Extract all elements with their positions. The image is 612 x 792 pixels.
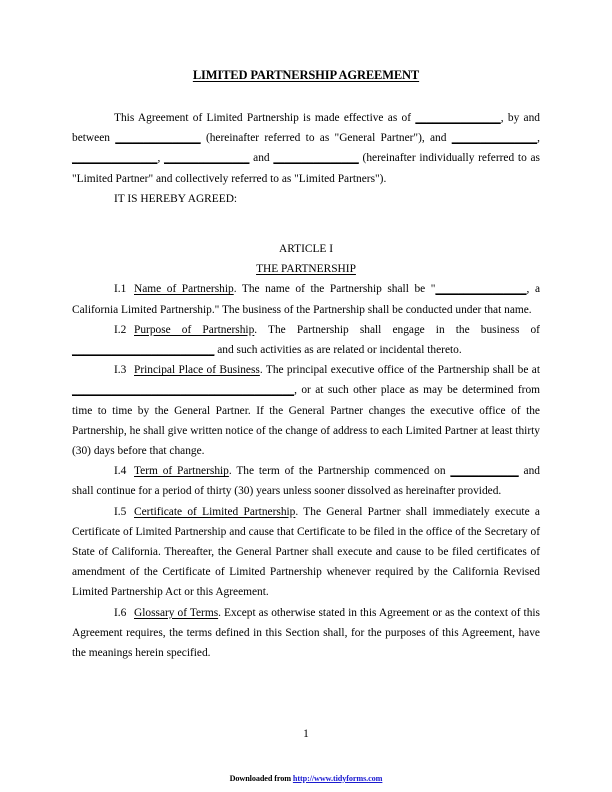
- document-title: LIMITED PARTNERSHIP AGREEMENT: [192, 68, 420, 82]
- watermark-label: Downloaded from: [229, 774, 293, 783]
- section-number-1-1: I.1: [114, 283, 127, 296]
- section-title-1-4: Term of Partnership: [134, 465, 229, 478]
- section-number-1-5: I.5: [114, 505, 127, 518]
- section-title-1-3: Principal Place of Business: [134, 364, 260, 377]
- limited-partner-blank-3[interactable]: _______________: [164, 152, 250, 165]
- section-number-1-4: I.4: [114, 465, 127, 478]
- limited-partner-blank-4[interactable]: _______________: [273, 152, 359, 165]
- agreed-line: IT IS HEREBY AGREED:: [114, 192, 238, 205]
- section-text-1-1-b: , a California Limited Partnership." The business of the Partnership shall be conducted under that name.: [72, 283, 540, 316]
- section-text-1-2-b: and such activities as are related or incidental thereto.: [214, 344, 462, 357]
- effective-date-blank[interactable]: _______________: [415, 112, 501, 124]
- principal-office-blank[interactable]: _______________________________________: [72, 384, 295, 397]
- preamble-paragraph: [72, 108, 540, 189]
- section-1-6: [72, 603, 540, 664]
- article-subtitle: THE PARTNERSHIP: [256, 263, 356, 276]
- preamble-text-5: ,: [157, 152, 165, 165]
- preamble-text-2: , by and between: [72, 112, 540, 145]
- section-1-1: [72, 279, 540, 319]
- partnership-name-blank[interactable]: ________________: [435, 283, 527, 296]
- article-number: ARTICLE I: [278, 243, 334, 256]
- limited-partner-blank-2[interactable]: _______________: [72, 152, 158, 165]
- section-text-1-1-a: . The name of the Partnership shall be ": [233, 283, 436, 296]
- watermark-url-link[interactable]: http://www.tidyforms.com: [292, 774, 383, 783]
- section-title-1-1: Name of Partnership: [134, 283, 234, 296]
- purpose-business-blank[interactable]: _________________________: [72, 344, 215, 357]
- footer-watermark: [0, 774, 612, 783]
- section-text-1-4-b: and shall continue for a period of thirty (30) years unless sooner dissolved as hereinafter provided.: [72, 465, 541, 498]
- section-number-1-6: I.6: [114, 606, 127, 619]
- preamble-text-1: This Agreement of Limited Partnership is made effective as of: [114, 112, 416, 124]
- section-1-3: [72, 360, 540, 461]
- section-1-2: [72, 320, 540, 360]
- commencement-date-blank[interactable]: ____________: [450, 465, 519, 478]
- section-title-1-6: Glossary of Terms: [134, 606, 219, 619]
- section-text-1-4-a: . The term of the Partnership commenced on: [228, 465, 451, 478]
- preamble-text-7: (hereinafter individually referred to as "Limited Partner" and collectively referred to as "Limited Partners").: [72, 152, 540, 185]
- section-number-1-2: I.2: [114, 323, 127, 336]
- section-text-1-2-a: . The Partnership shall engage in the business of: [254, 323, 540, 336]
- section-title-1-2: Purpose of Partnership: [134, 323, 255, 336]
- heading-spacer: [72, 209, 540, 239]
- section-1-4: [72, 461, 540, 501]
- limited-partner-blank-1[interactable]: _______________: [451, 132, 538, 145]
- section-number-1-3: I.3: [114, 364, 127, 377]
- section-text-1-5-a: . The General Partner shall immediately execute a Certificate of Limited Partnership and cause that Certificate to be filed in the office of the Secretary of State of California. Thereafter, the General Partner shall execute and cause to be filed certificates of amendment of the Certificate of Limited Partnership whenever required by the California Revised Limited Partnership Act or this Agreement.: [72, 505, 540, 599]
- section-text-1-6-a: . Except as otherwise stated in this Agreement or as the context of this Agreement requires, the terms defined in this Section shall, for the purposes of this Agreement, have the meanings herein specified.: [72, 606, 540, 660]
- preamble-text-3: (hereinafter referred to as "General Partner"), and: [200, 132, 452, 145]
- section-text-1-3-b: , or at such other place as may be determined from time to time by the General Partner. If the General Partner changes the executive office of the Partnership, he shall give written notice of the change of address to each Limited Partner at least thirty (30) days before that change.: [72, 384, 540, 458]
- section-title-1-5: Certificate of Limited Partnership: [134, 505, 296, 518]
- document-body: [72, 108, 540, 663]
- section-text-1-3-a: . The principal executive office of the Partnership shall be at: [259, 364, 540, 377]
- section-1-5: [72, 502, 540, 603]
- preamble-text-4: ,: [537, 132, 541, 145]
- page-number: 1: [303, 728, 309, 740]
- preamble-text-6: and: [249, 152, 274, 165]
- general-partner-blank[interactable]: _______________: [115, 132, 201, 145]
